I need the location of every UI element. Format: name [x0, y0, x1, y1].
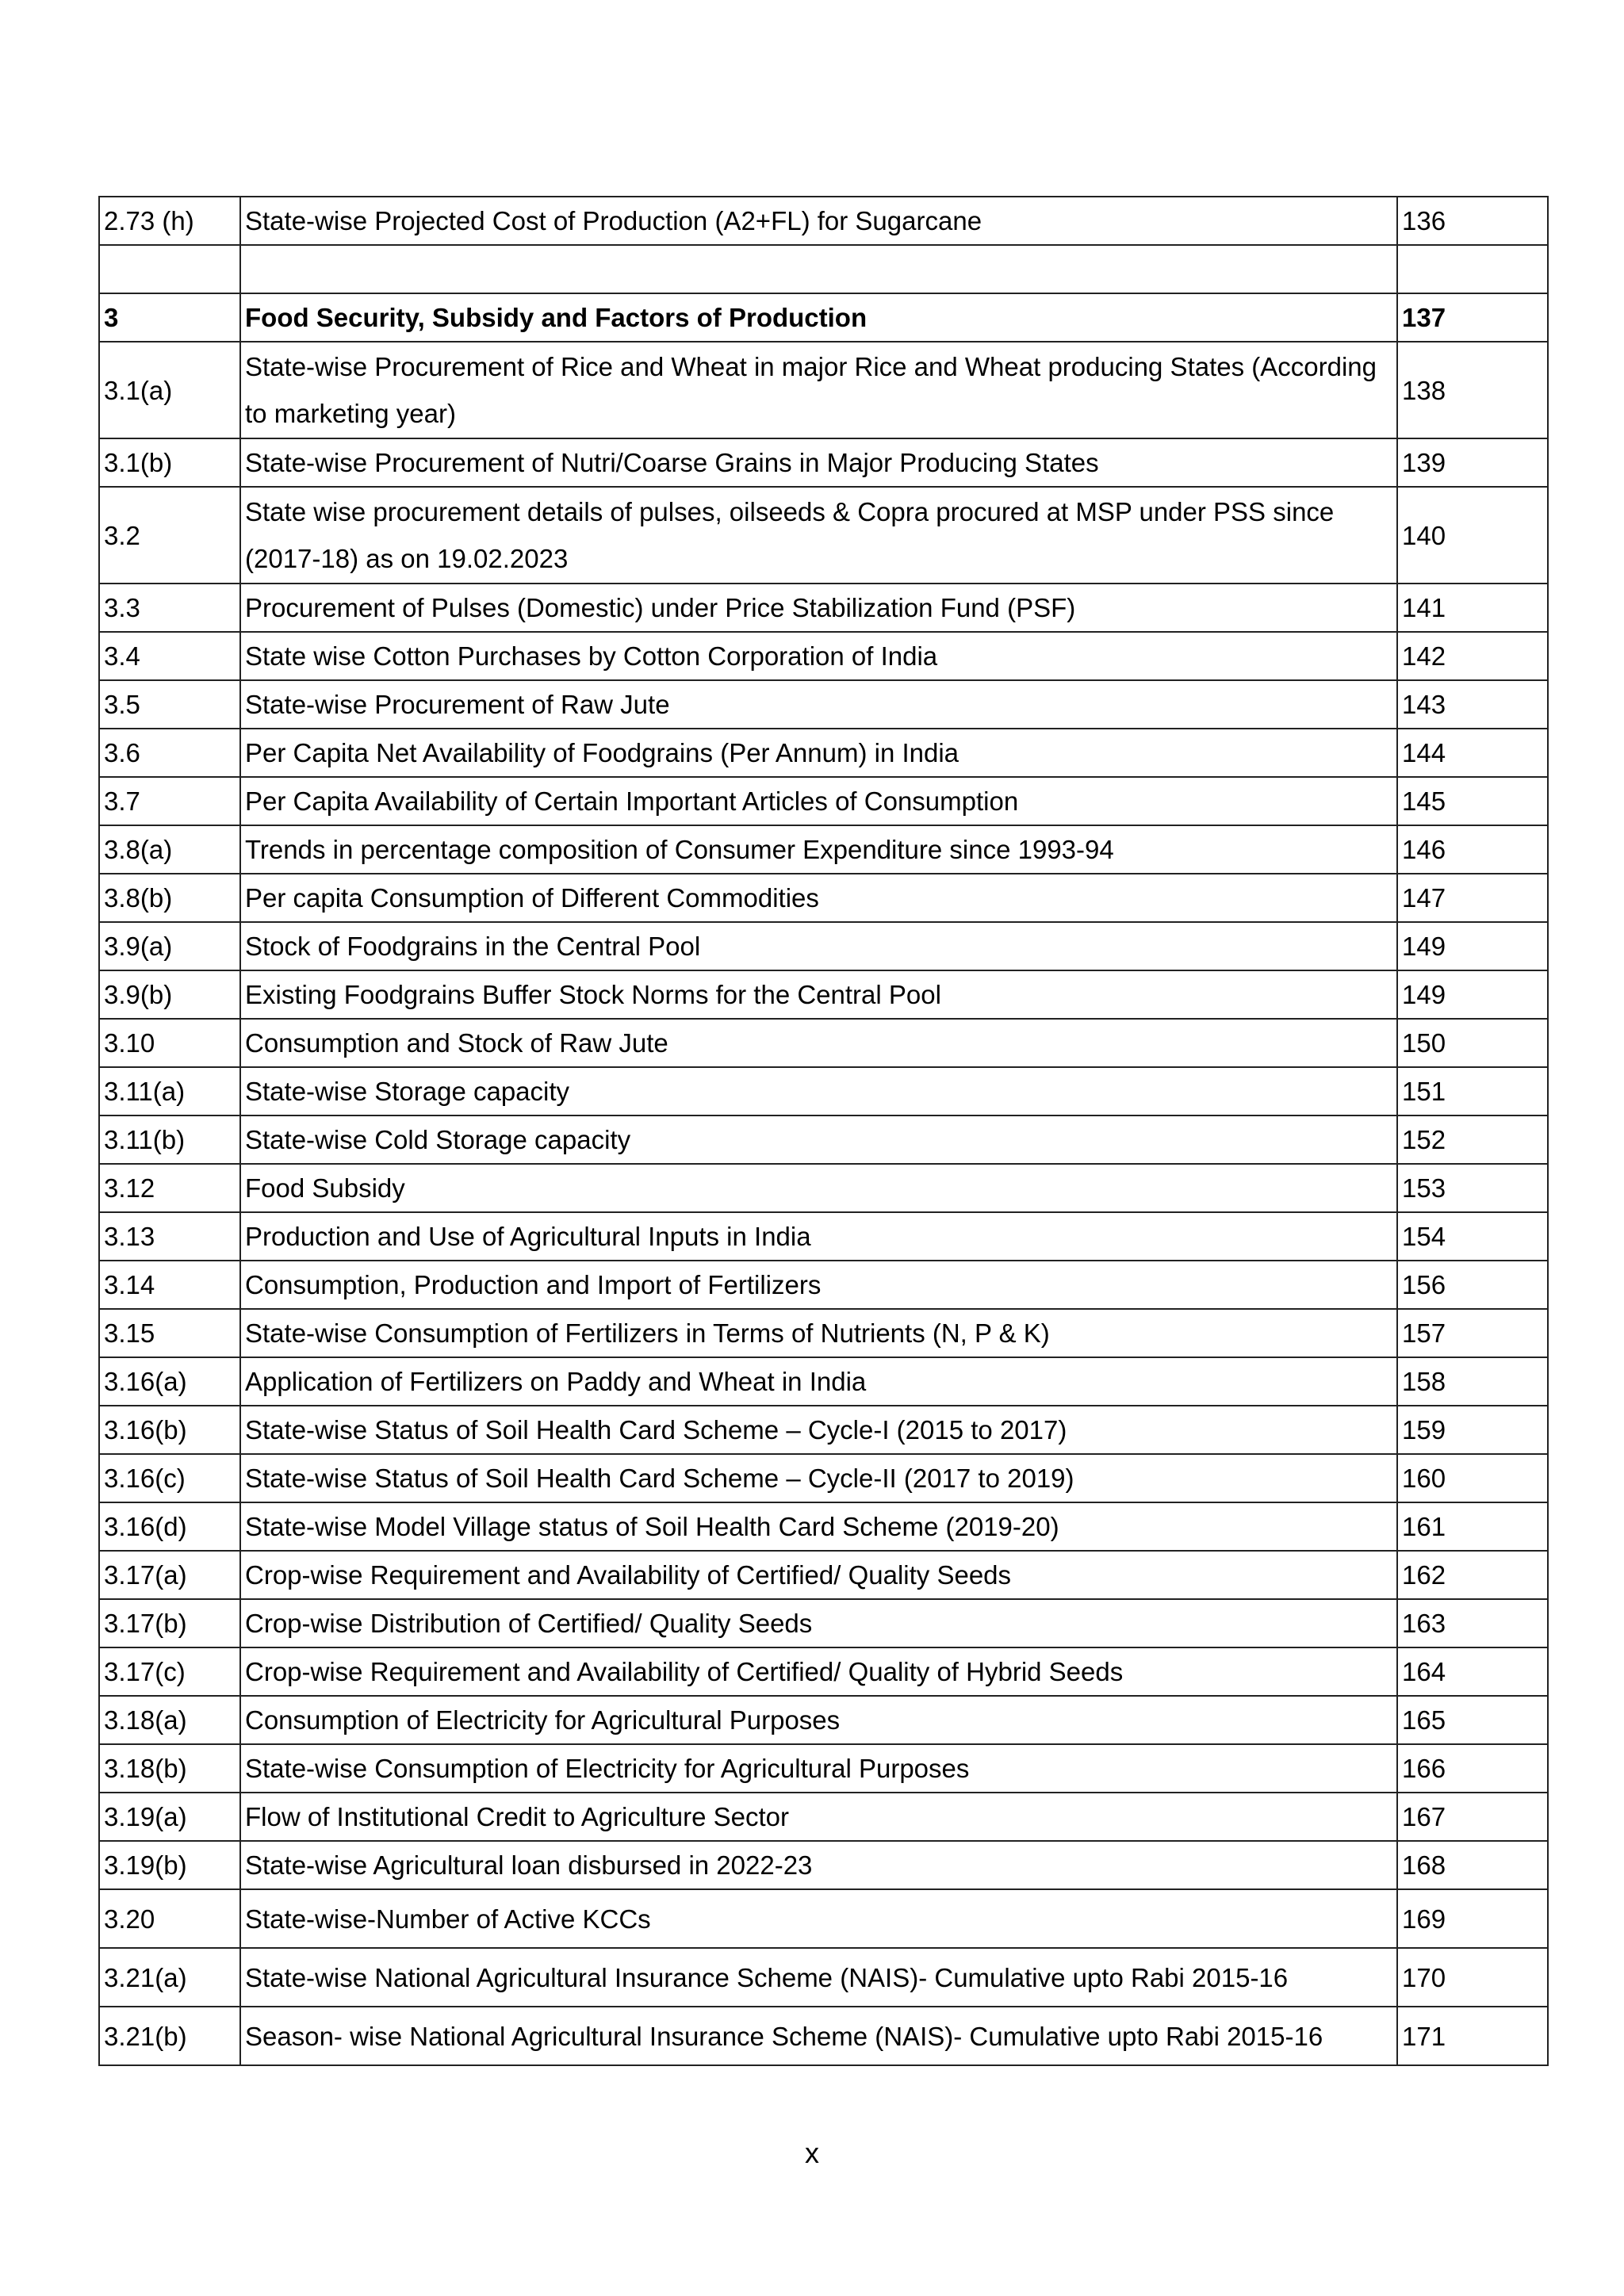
toc-entry-page: 161	[1397, 1502, 1548, 1551]
toc-entry-number: 3.14	[99, 1261, 240, 1309]
toc-entry-page: 149	[1397, 922, 1548, 970]
toc-entry-number: 3.10	[99, 1019, 240, 1067]
toc-entry-number: 3.17(c)	[99, 1647, 240, 1696]
toc-entry-number: 3.18(b)	[99, 1744, 240, 1793]
toc-row	[99, 729, 1548, 777]
toc-entry-page: 138	[1397, 342, 1548, 438]
toc-row	[99, 1454, 1548, 1502]
toc-entry-page	[1397, 245, 1548, 293]
toc-entry-page: 165	[1397, 1696, 1548, 1744]
toc-entry-title: State-wise Model Village status of Soil Health Card Scheme (2019-20)	[240, 1502, 1397, 1551]
toc-entry-page: 157	[1397, 1309, 1548, 1357]
toc-row	[99, 1067, 1548, 1115]
toc-entry-number: 3.1(b)	[99, 438, 240, 487]
toc-row	[99, 1261, 1548, 1309]
toc-entry-page: 162	[1397, 1551, 1548, 1599]
toc-row	[99, 342, 1548, 438]
toc-entry-page: 142	[1397, 632, 1548, 680]
toc-entry-number: 3.9(a)	[99, 922, 240, 970]
toc-row	[99, 1948, 1548, 2007]
toc-row	[99, 1647, 1548, 1696]
toc-entry-title: State-wise Procurement of Nutri/Coarse Grains in Major Producing States	[240, 438, 1397, 487]
toc-entry-title: State-wise Procurement of Raw Jute	[240, 680, 1397, 729]
toc-entry-page: 166	[1397, 1744, 1548, 1793]
toc-entry-title: Crop-wise Requirement and Availability of Certified/ Quality Seeds	[240, 1551, 1397, 1599]
page-number: x	[805, 2137, 819, 2169]
toc-entry-number: 3.5	[99, 680, 240, 729]
toc-entry-title: Season- wise National Agricultural Insurance Scheme (NAIS)- Cumulative upto Rabi 2015-16	[240, 2007, 1397, 2065]
toc-entry-number: 3.11(b)	[99, 1115, 240, 1164]
toc-row	[99, 584, 1548, 632]
toc-entry-title: State-wise Projected Cost of Production (A2+FL) for Sugarcane	[240, 197, 1397, 245]
toc-row	[99, 1841, 1548, 1889]
toc-entry-title: Existing Foodgrains Buffer Stock Norms for the Central Pool	[240, 970, 1397, 1019]
toc-entry-number: 3.21(b)	[99, 2007, 240, 2065]
toc-entry-page: 170	[1397, 1948, 1548, 2007]
toc-row	[99, 1212, 1548, 1261]
toc-entry-page: 146	[1397, 825, 1548, 874]
toc-entry-page: 168	[1397, 1841, 1548, 1889]
toc-entry-number: 3.8(b)	[99, 874, 240, 922]
toc-entry-title: Consumption and Stock of Raw Jute	[240, 1019, 1397, 1067]
toc-entry-title: Per Capita Net Availability of Foodgrains (Per Annum) in India	[240, 729, 1397, 777]
toc-entry-title	[240, 245, 1397, 293]
toc-entry-title: State wise Cotton Purchases by Cotton Corporation of India	[240, 632, 1397, 680]
toc-row	[99, 1889, 1548, 1948]
toc-entry-page: 149	[1397, 970, 1548, 1019]
toc-entry-page: 144	[1397, 729, 1548, 777]
toc-entry-page: 154	[1397, 1212, 1548, 1261]
toc-entry-title: Consumption of Electricity for Agricultural Purposes	[240, 1696, 1397, 1744]
toc-entry-title: State-wise-Number of Active KCCs	[240, 1889, 1397, 1948]
toc-entry-title: Crop-wise Distribution of Certified/ Quality Seeds	[240, 1599, 1397, 1647]
toc-entry-page: 156	[1397, 1261, 1548, 1309]
toc-entry-page: 147	[1397, 874, 1548, 922]
toc-row	[99, 922, 1548, 970]
toc-entry-page: 159	[1397, 1406, 1548, 1454]
toc-row	[99, 874, 1548, 922]
toc-entry-number: 3.16(a)	[99, 1357, 240, 1406]
toc-entry-title: Flow of Institutional Credit to Agriculture Sector	[240, 1793, 1397, 1841]
toc-entry-title: State wise procurement details of pulses, oilseeds & Copra procured at MSP under PSS since (2017-18) as on 19.02.2023	[240, 487, 1397, 584]
toc-entry-number: 3.7	[99, 777, 240, 825]
toc-row	[99, 1115, 1548, 1164]
toc-entry-number: 3.17(a)	[99, 1551, 240, 1599]
toc-row-blank	[99, 245, 1548, 293]
toc-row	[99, 1744, 1548, 1793]
toc-entry-title: Application of Fertilizers on Paddy and Wheat in India	[240, 1357, 1397, 1406]
toc-entry-page: 143	[1397, 680, 1548, 729]
toc-row	[99, 1406, 1548, 1454]
toc-entry-number: 3.13	[99, 1212, 240, 1261]
toc-entry-number: 3.8(a)	[99, 825, 240, 874]
toc-row	[99, 1164, 1548, 1212]
toc-entry-number: 3.19(a)	[99, 1793, 240, 1841]
toc-entry-title: State-wise Consumption of Electricity for Agricultural Purposes	[240, 1744, 1397, 1793]
toc-row	[99, 2007, 1548, 2065]
toc-entry-page: 151	[1397, 1067, 1548, 1115]
toc-row	[99, 825, 1548, 874]
toc-entry-number: 2.73 (h)	[99, 197, 240, 245]
toc-entry-number: 3.3	[99, 584, 240, 632]
toc-entry-title: Per capita Consumption of Different Commodities	[240, 874, 1397, 922]
toc-entry-title: Trends in percentage composition of Consumer Expenditure since 1993-94	[240, 825, 1397, 874]
toc-section-page: 137	[1397, 293, 1548, 342]
toc-entry-number: 3.19(b)	[99, 1841, 240, 1889]
toc-section-heading-row	[99, 293, 1548, 342]
toc-entry-title: State-wise Agricultural loan disbursed in 2022-23	[240, 1841, 1397, 1889]
toc-entry-title: State-wise Cold Storage capacity	[240, 1115, 1397, 1164]
toc-entry-number: 3.12	[99, 1164, 240, 1212]
toc-row	[99, 1696, 1548, 1744]
toc-row	[99, 438, 1548, 487]
toc-entry-number: 3.20	[99, 1889, 240, 1948]
toc-entry-number: 3.2	[99, 487, 240, 584]
toc-entry-title: Production and Use of Agricultural Inputs in India	[240, 1212, 1397, 1261]
toc-entry-title: Food Subsidy	[240, 1164, 1397, 1212]
toc-section-number: 3	[99, 293, 240, 342]
toc-entry-page: 141	[1397, 584, 1548, 632]
toc-entry-page: 171	[1397, 2007, 1548, 2065]
toc-row	[99, 1599, 1548, 1647]
toc-entry-number: 3.21(a)	[99, 1948, 240, 2007]
toc-entry-number: 3.16(c)	[99, 1454, 240, 1502]
toc-entry-page: 150	[1397, 1019, 1548, 1067]
toc-entry-title: Stock of Foodgrains in the Central Pool	[240, 922, 1397, 970]
toc-entry-number: 3.18(a)	[99, 1696, 240, 1744]
toc-entry-number: 3.16(b)	[99, 1406, 240, 1454]
toc-row	[99, 1502, 1548, 1551]
toc-entry-page: 163	[1397, 1599, 1548, 1647]
toc-row	[99, 1309, 1548, 1357]
toc-entry-number: 3.1(a)	[99, 342, 240, 438]
toc-entry-page: 167	[1397, 1793, 1548, 1841]
toc-row	[99, 197, 1548, 245]
toc-entry-title: Consumption, Production and Import of Fertilizers	[240, 1261, 1397, 1309]
toc-entry-title: State-wise Status of Soil Health Card Scheme – Cycle-II (2017 to 2019)	[240, 1454, 1397, 1502]
toc-entry-page: 169	[1397, 1889, 1548, 1948]
toc-entry-page: 139	[1397, 438, 1548, 487]
toc-entry-page: 153	[1397, 1164, 1548, 1212]
toc-row	[99, 1357, 1548, 1406]
toc-row	[99, 777, 1548, 825]
toc-entry-title: State-wise Status of Soil Health Card Scheme – Cycle-I (2015 to 2017)	[240, 1406, 1397, 1454]
toc-entry-page: 158	[1397, 1357, 1548, 1406]
toc-entry-number: 3.4	[99, 632, 240, 680]
toc-entry-number: 3.17(b)	[99, 1599, 240, 1647]
toc-section-title: Food Security, Subsidy and Factors of Production	[240, 293, 1397, 342]
toc-row	[99, 632, 1548, 680]
toc-entry-title: State-wise Consumption of Fertilizers in Terms of Nutrients (N, P & K)	[240, 1309, 1397, 1357]
toc-entry-number: 3.6	[99, 729, 240, 777]
toc-entry-page: 140	[1397, 487, 1548, 584]
toc-entry-page: 160	[1397, 1454, 1548, 1502]
toc-row	[99, 1793, 1548, 1841]
toc-entry-number: 3.9(b)	[99, 970, 240, 1019]
toc-entry-page: 152	[1397, 1115, 1548, 1164]
toc-row	[99, 1019, 1548, 1067]
toc-entry-title: Procurement of Pulses (Domestic) under Price Stabilization Fund (PSF)	[240, 584, 1397, 632]
toc-entry-page: 145	[1397, 777, 1548, 825]
toc-entry-title: State-wise Storage capacity	[240, 1067, 1397, 1115]
toc-row	[99, 680, 1548, 729]
toc-row	[99, 487, 1548, 584]
toc-row	[99, 970, 1548, 1019]
toc-entry-title: State-wise National Agricultural Insurance Scheme (NAIS)- Cumulative upto Rabi 2015-16	[240, 1948, 1397, 2007]
toc-entry-title: Crop-wise Requirement and Availability of Certified/ Quality of Hybrid Seeds	[240, 1647, 1397, 1696]
toc-row	[99, 1551, 1548, 1599]
toc-entry-title: Per Capita Availability of Certain Important Articles of Consumption	[240, 777, 1397, 825]
toc-table	[98, 196, 1549, 2066]
toc-entry-number: 3.15	[99, 1309, 240, 1357]
toc-entry-page: 164	[1397, 1647, 1548, 1696]
toc-entry-title: State-wise Procurement of Rice and Wheat in major Rice and Wheat producing States (According to marketing year)	[240, 342, 1397, 438]
toc-entry-page: 136	[1397, 197, 1548, 245]
toc-entry-number	[99, 245, 240, 293]
toc-entry-number: 3.16(d)	[99, 1502, 240, 1551]
toc-entry-number: 3.11(a)	[99, 1067, 240, 1115]
